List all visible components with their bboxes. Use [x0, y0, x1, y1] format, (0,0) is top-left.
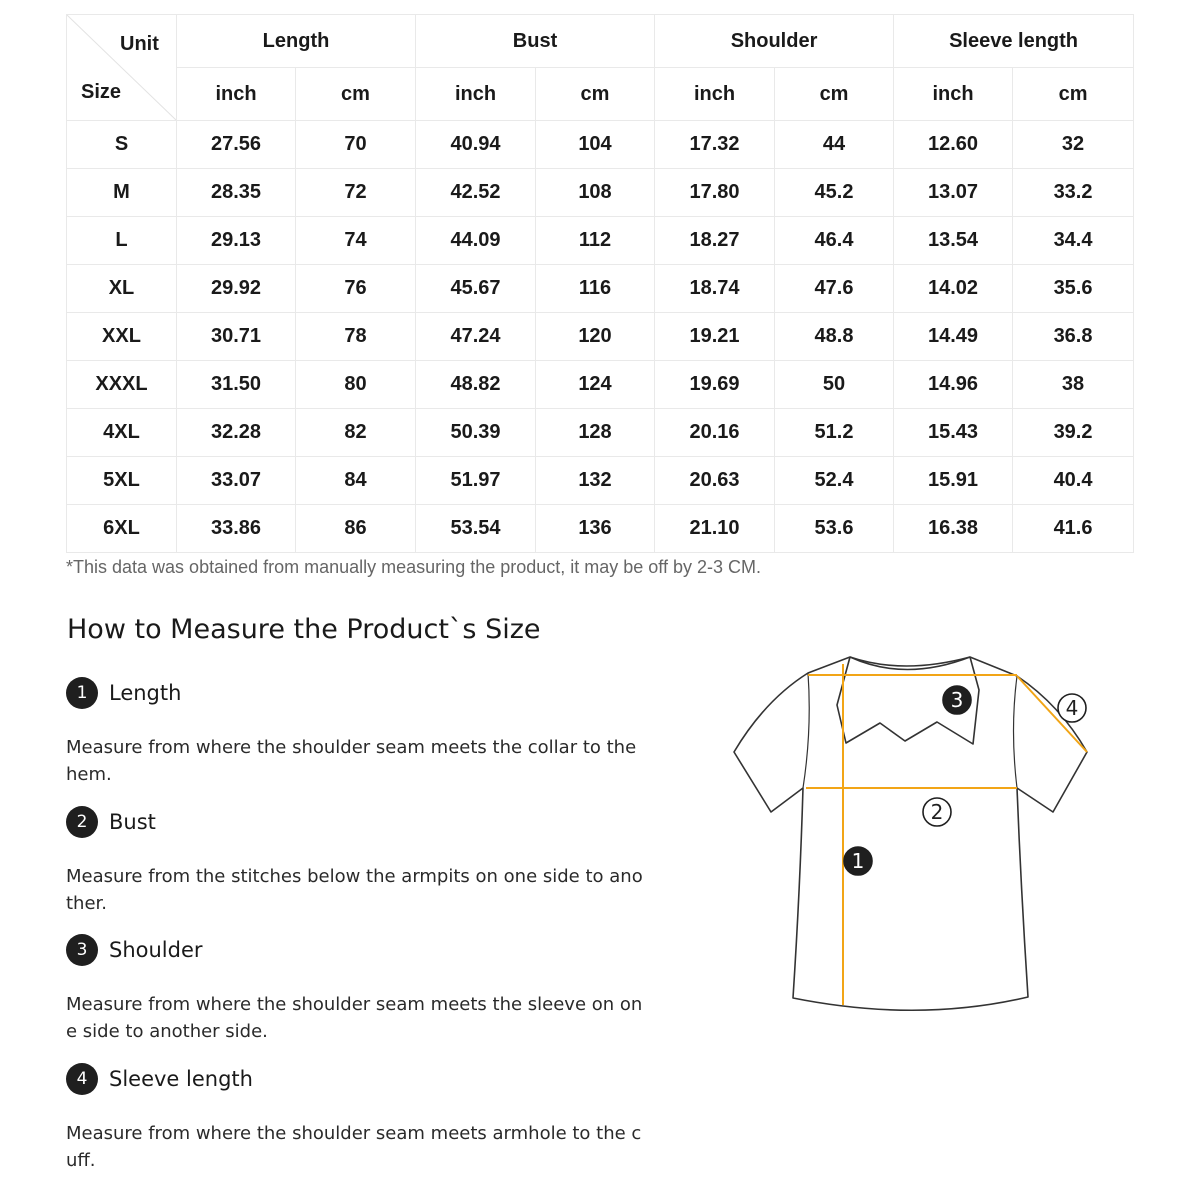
- measurement-cell: 53.6: [775, 505, 894, 553]
- step-description: Measure from the stitches below the armpits on one side to another.: [66, 866, 643, 914]
- measurement-cell: 18.27: [655, 217, 775, 265]
- measurement-cell: 32.28: [177, 409, 296, 457]
- measurement-cell: 44: [775, 121, 894, 169]
- step-number-badge: 4: [66, 1063, 98, 1095]
- table-row: [67, 169, 1134, 217]
- step-bust: [66, 806, 666, 917]
- step-name: Bust: [109, 810, 156, 834]
- step-name: Length: [109, 681, 182, 705]
- group-header-bust: Bust: [416, 15, 655, 68]
- measurement-cell: 51.2: [775, 409, 894, 457]
- table-row: [67, 505, 1134, 553]
- table-header-units: [67, 68, 1134, 121]
- measurement-cell: 86: [296, 505, 416, 553]
- group-header-sleeve-length: Sleeve length: [894, 15, 1134, 68]
- group-header-shoulder: Shoulder: [655, 15, 894, 68]
- measurement-cell: 29.92: [177, 265, 296, 313]
- measurement-cell: 76: [296, 265, 416, 313]
- measurement-cell: 50: [775, 361, 894, 409]
- step-number-badge: 3: [66, 934, 98, 966]
- corner-diagonal-line: [67, 15, 176, 120]
- measurement-cell: 33.07: [177, 457, 296, 505]
- marker-number: 2: [930, 800, 944, 824]
- measurement-cell: 44.09: [416, 217, 536, 265]
- unit-header: inch: [416, 68, 536, 121]
- measurement-cell: 19.69: [655, 361, 775, 409]
- size-label-cell: 6XL: [67, 505, 177, 553]
- step-name: Shoulder: [109, 938, 203, 962]
- size-label-cell: XXL: [67, 313, 177, 361]
- measurement-cell: 14.02: [894, 265, 1013, 313]
- measurement-cell: 32: [1013, 121, 1134, 169]
- measurement-cell: 20.63: [655, 457, 775, 505]
- step-length: [66, 677, 666, 788]
- measurement-cell: 40.4: [1013, 457, 1134, 505]
- unit-header: cm: [536, 68, 655, 121]
- size-label-cell: S: [67, 121, 177, 169]
- measurement-cell: 48.8: [775, 313, 894, 361]
- measurement-cell: 48.82: [416, 361, 536, 409]
- measurement-cell: 116: [536, 265, 655, 313]
- measurement-cell: 39.2: [1013, 409, 1134, 457]
- marker-number: 1: [851, 849, 865, 873]
- measurement-cell: 52.4: [775, 457, 894, 505]
- measurement-cell: 47.6: [775, 265, 894, 313]
- measurement-cell: 46.4: [775, 217, 894, 265]
- measurement-cell: 45.67: [416, 265, 536, 313]
- measurement-cell: 31.50: [177, 361, 296, 409]
- table-header-groups: [67, 15, 1134, 68]
- table-row: [67, 217, 1134, 265]
- measurement-cell: 14.49: [894, 313, 1013, 361]
- table-row: [67, 457, 1134, 505]
- step-number-badge: 1: [66, 677, 98, 709]
- measurement-cell: 70: [296, 121, 416, 169]
- guide-title: How to Measure the Product`s Size: [67, 614, 541, 645]
- corner-unit-label: Unit: [120, 33, 159, 55]
- measurement-cell: 16.38: [894, 505, 1013, 553]
- measurement-cell: 74: [296, 217, 416, 265]
- step-number-badge: 2: [66, 806, 98, 838]
- step-header: [66, 1063, 666, 1095]
- size-chart-table: [66, 14, 1134, 553]
- measurement-cell: 14.96: [894, 361, 1013, 409]
- measurement-cell: 45.2: [775, 169, 894, 217]
- measurement-cell: 80: [296, 361, 416, 409]
- unit-header: inch: [894, 68, 1013, 121]
- step-header: [66, 677, 666, 709]
- size-label-cell: XXXL: [67, 361, 177, 409]
- measurement-cell: 38: [1013, 361, 1134, 409]
- measurement-cell: 51.97: [416, 457, 536, 505]
- measurement-cell: 33.2: [1013, 169, 1134, 217]
- measurement-cell: 104: [536, 121, 655, 169]
- measurement-cell: 108: [536, 169, 655, 217]
- size-label-cell: XL: [67, 265, 177, 313]
- marker-3: [943, 686, 971, 714]
- tshirt-outline: [734, 657, 1087, 1010]
- size-label-cell: M: [67, 169, 177, 217]
- size-label-cell: 4XL: [67, 409, 177, 457]
- corner-size-label: Size: [81, 81, 122, 103]
- step-description: Measure from where the shoulder seam meets the sleeve on one side to another side.: [66, 994, 643, 1042]
- measurement-cell: 50.39: [416, 409, 536, 457]
- measurement-cell: 15.91: [894, 457, 1013, 505]
- measurement-note: *This data was obtained from manually measuring the product, it may be off by 2-3 CM.: [66, 557, 762, 577]
- measurement-cell: 33.86: [177, 505, 296, 553]
- measurement-cell: 15.43: [894, 409, 1013, 457]
- measurement-cell: 42.52: [416, 169, 536, 217]
- table-row: [67, 361, 1134, 409]
- step-sleeve-length: [66, 1063, 666, 1174]
- size-label-cell: 5XL: [67, 457, 177, 505]
- measurement-cell: 19.21: [655, 313, 775, 361]
- measurement-cell: 136: [536, 505, 655, 553]
- measurement-cell: 18.74: [655, 265, 775, 313]
- measurement-cell: 30.71: [177, 313, 296, 361]
- measurement-cell: 120: [536, 313, 655, 361]
- unit-header: cm: [296, 68, 416, 121]
- table-row: [67, 121, 1134, 169]
- group-header-length: Length: [177, 15, 416, 68]
- measurement-cell: 34.4: [1013, 217, 1134, 265]
- measurement-cell: 47.24: [416, 313, 536, 361]
- unit-header: cm: [1013, 68, 1134, 121]
- unit-header: inch: [655, 68, 775, 121]
- table-row: [67, 265, 1134, 313]
- measurement-cell: 27.56: [177, 121, 296, 169]
- marker-2: [923, 798, 951, 826]
- tshirt-outline-icon: [720, 640, 1110, 1020]
- measurement-cell: 53.54: [416, 505, 536, 553]
- step-name: Sleeve length: [109, 1067, 253, 1091]
- measurement-cell: 84: [296, 457, 416, 505]
- step-description: Measure from where the shoulder seam meets armhole to the cuff.: [66, 1123, 642, 1171]
- table-row: [67, 409, 1134, 457]
- marker-number: 4: [1065, 696, 1079, 720]
- marker-number: 3: [950, 688, 964, 712]
- marker-1: [844, 847, 872, 875]
- table-corner-cell: [67, 15, 177, 121]
- measurement-lines: [806, 664, 1087, 1005]
- measurement-cell: 35.6: [1013, 265, 1134, 313]
- measurement-cell: 78: [296, 313, 416, 361]
- measurement-cell: 112: [536, 217, 655, 265]
- measurement-cell: 21.10: [655, 505, 775, 553]
- step-header: [66, 806, 666, 838]
- measurement-cell: 72: [296, 169, 416, 217]
- measurement-markers: [844, 686, 1086, 875]
- measurement-cell: 20.16: [655, 409, 775, 457]
- measurement-cell: 28.35: [177, 169, 296, 217]
- measurement-cell: 128: [536, 409, 655, 457]
- measurement-cell: 17.80: [655, 169, 775, 217]
- measurement-cell: 132: [536, 457, 655, 505]
- step-shoulder: [66, 934, 666, 1045]
- marker-4: [1058, 694, 1086, 722]
- measurement-cell: 40.94: [416, 121, 536, 169]
- measurement-cell: 29.13: [177, 217, 296, 265]
- measurement-cell: 12.60: [894, 121, 1013, 169]
- measurement-cell: 36.8: [1013, 313, 1134, 361]
- unit-header: inch: [177, 68, 296, 121]
- measurement-cell: 41.6: [1013, 505, 1134, 553]
- measurement-cell: 124: [536, 361, 655, 409]
- step-header: [66, 934, 666, 966]
- unit-header: cm: [775, 68, 894, 121]
- table-row: [67, 313, 1134, 361]
- measurement-cell: 13.07: [894, 169, 1013, 217]
- step-description: Measure from where the shoulder seam meets the collar to the hem.: [66, 737, 637, 785]
- measurement-cell: 13.54: [894, 217, 1013, 265]
- measurement-cell: 82: [296, 409, 416, 457]
- measurement-cell: 17.32: [655, 121, 775, 169]
- size-label-cell: L: [67, 217, 177, 265]
